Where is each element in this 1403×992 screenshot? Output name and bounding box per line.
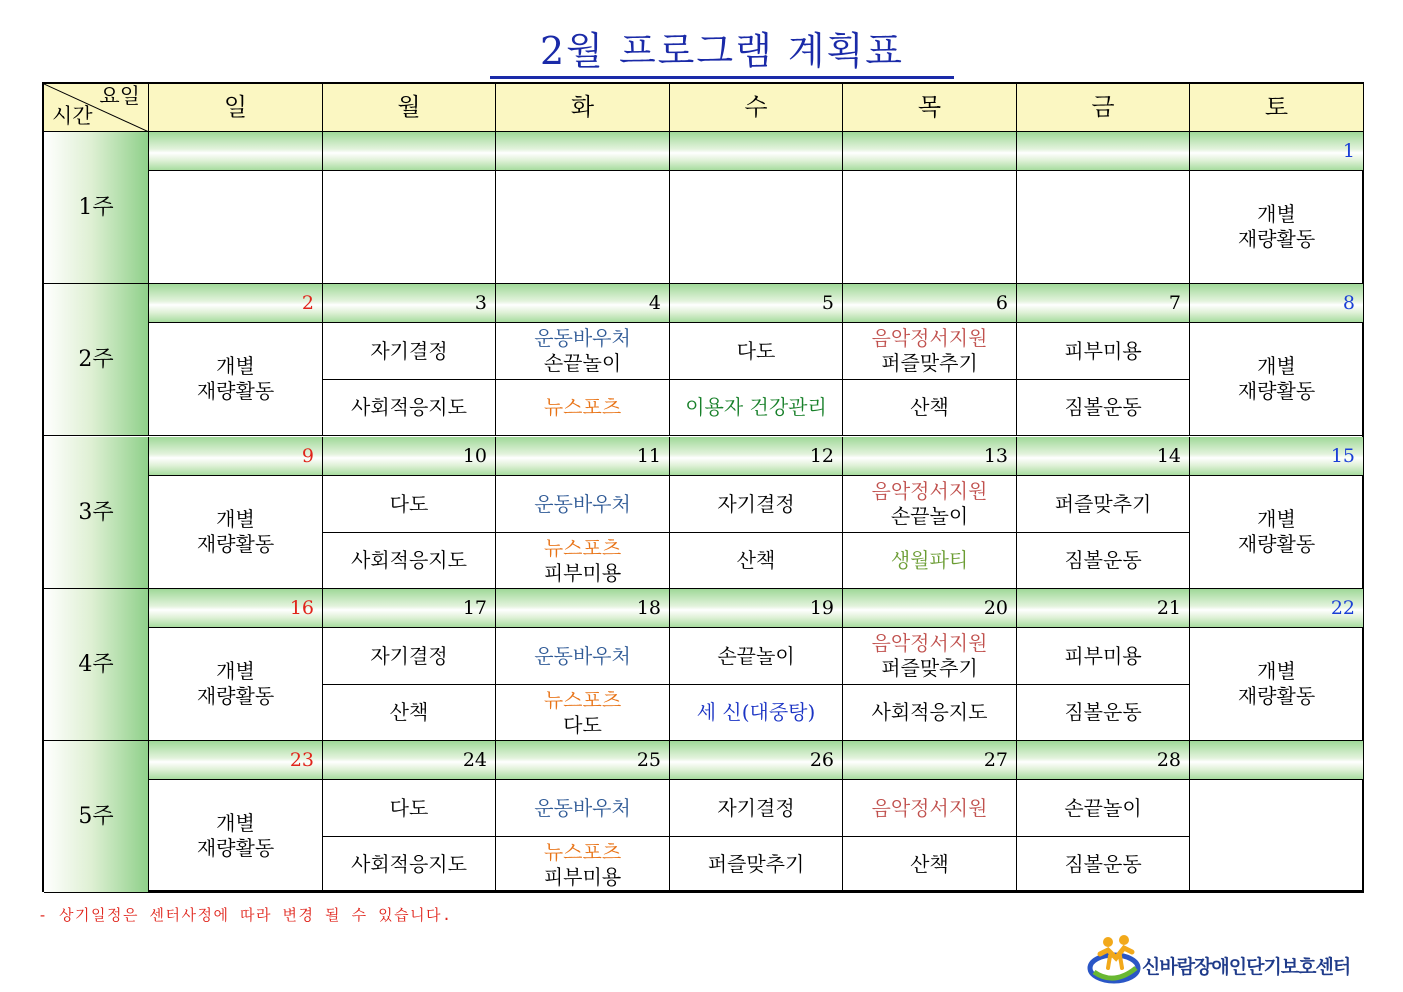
program-cell-line2: 손끝놀이 bbox=[890, 504, 969, 528]
date-cell: 1 bbox=[1190, 132, 1364, 171]
weekend-activity bbox=[149, 323, 323, 436]
page-title: 2월 프로그램 계획표 bbox=[490, 28, 954, 79]
program-cell bbox=[496, 533, 670, 589]
date-cell bbox=[1017, 132, 1190, 171]
weekend-activity-line1: 개별 bbox=[1257, 507, 1296, 531]
date-cell: 26 bbox=[670, 741, 843, 780]
weekend-activity-line1: 개별 bbox=[216, 659, 255, 683]
program-cell bbox=[843, 628, 1017, 685]
day-header-tue: 화 bbox=[496, 84, 670, 132]
week-label: 4주 bbox=[44, 589, 149, 741]
date-cell bbox=[670, 132, 843, 171]
week-label: 1주 bbox=[44, 132, 149, 284]
program-cell: 퍼즐맞추기 bbox=[1017, 476, 1190, 533]
weekend-activity-line1: 개별 bbox=[216, 354, 255, 378]
program-cell: 사회적응지도 bbox=[323, 837, 496, 893]
program-cell bbox=[843, 476, 1017, 533]
program-cell: 자기결정 bbox=[323, 323, 496, 380]
program-cell-line1: 음악정서지원 bbox=[871, 479, 988, 503]
program-cell: 다도 bbox=[323, 476, 496, 533]
date-cell: 24 bbox=[323, 741, 496, 780]
program-cell: 운동바우처 bbox=[496, 476, 670, 533]
weekend-activity bbox=[1190, 323, 1364, 436]
date-cell: 19 bbox=[670, 589, 843, 628]
weekend-activity bbox=[1190, 171, 1364, 284]
program-cell-line1: 음악정서지원 bbox=[871, 326, 988, 350]
program-cell: 짐볼운동 bbox=[1017, 380, 1190, 436]
date-cell: 8 bbox=[1190, 284, 1364, 323]
weekend-activity-line1: 개별 bbox=[216, 811, 255, 835]
weekend-activity bbox=[149, 628, 323, 741]
weekend-activity bbox=[149, 476, 323, 589]
date-cell bbox=[843, 132, 1017, 171]
day-header-thu: 목 bbox=[843, 84, 1017, 132]
date-cell: 5 bbox=[670, 284, 843, 323]
day-header-sun: 일 bbox=[149, 84, 323, 132]
date-cell: 4 bbox=[496, 284, 670, 323]
center-name: 신바람장애인단기보호센터 bbox=[1142, 956, 1351, 978]
program-cell-line2: 피부미용 bbox=[543, 560, 622, 585]
program-cell: 손끝놀이 bbox=[670, 628, 843, 685]
day-header-wed: 수 bbox=[670, 84, 843, 132]
date-cell: 25 bbox=[496, 741, 670, 780]
date-cell: 13 bbox=[843, 437, 1017, 476]
empty-cell bbox=[149, 171, 323, 284]
week-label: 2주 bbox=[44, 284, 149, 436]
program-cell-line2: 손끝놀이 bbox=[543, 351, 622, 375]
date-cell: 9 bbox=[149, 437, 323, 476]
program-cell: 사회적응지도 bbox=[323, 533, 496, 589]
program-cell: 짐볼운동 bbox=[1017, 533, 1190, 589]
weekend-activity bbox=[149, 780, 323, 893]
program-cell-line1: 뉴스포츠 bbox=[543, 687, 622, 712]
program-cell bbox=[496, 685, 670, 741]
program-cell: 자기결정 bbox=[323, 628, 496, 685]
schedule-table bbox=[42, 82, 1364, 892]
empty-cell bbox=[843, 171, 1017, 284]
program-cell: 운동바우처 bbox=[496, 628, 670, 685]
date-cell: 28 bbox=[1017, 741, 1190, 780]
weekend-activity-line2: 재량활동 bbox=[196, 684, 275, 708]
program-cell: 산책 bbox=[843, 837, 1017, 893]
program-cell-line1: 운동바우처 bbox=[534, 326, 631, 350]
program-cell: 사회적응지도 bbox=[843, 685, 1017, 741]
weekend-activity-line2: 재량활동 bbox=[1237, 227, 1316, 251]
program-cell: 짐볼운동 bbox=[1017, 685, 1190, 741]
date-cell: 15 bbox=[1190, 437, 1364, 476]
program-cell: 퍼즐맞추기 bbox=[670, 837, 843, 893]
date-cell: 12 bbox=[670, 437, 843, 476]
date-cell bbox=[1190, 741, 1364, 780]
date-cell: 27 bbox=[843, 741, 1017, 780]
date-cell: 23 bbox=[149, 741, 323, 780]
date-cell: 11 bbox=[496, 437, 670, 476]
program-cell: 생월파티 bbox=[843, 533, 1017, 589]
date-cell: 7 bbox=[1017, 284, 1190, 323]
weekend-activity-line1: 개별 bbox=[1257, 354, 1296, 378]
footnote: - 상기일정은 센터사정에 따라 변경 될 수 있습니다. bbox=[38, 906, 453, 924]
weekend-activity-line2: 재량활동 bbox=[1237, 684, 1316, 708]
weekend-activity bbox=[1190, 628, 1364, 741]
date-cell bbox=[496, 132, 670, 171]
weekend-activity-line1: 개별 bbox=[1257, 659, 1296, 683]
program-cell: 뉴스포츠 bbox=[496, 380, 670, 436]
program-cell: 피부미용 bbox=[1017, 323, 1190, 380]
program-cell-line2: 피부미용 bbox=[543, 864, 622, 889]
program-cell bbox=[843, 323, 1017, 380]
weekend-activity-line1: 개별 bbox=[216, 507, 255, 531]
weekend-activity-line2: 재량활동 bbox=[196, 379, 275, 403]
empty-cell bbox=[1190, 780, 1364, 893]
week-label: 5주 bbox=[44, 741, 149, 893]
weekend-activity-line2: 재량활동 bbox=[196, 836, 275, 860]
program-cell: 산책 bbox=[843, 380, 1017, 436]
weekend-activity-line1: 개별 bbox=[1257, 202, 1296, 226]
program-cell: 산책 bbox=[670, 533, 843, 589]
date-cell: 22 bbox=[1190, 589, 1364, 628]
empty-cell bbox=[670, 171, 843, 284]
weekend-activity bbox=[1190, 476, 1364, 589]
weekend-activity-line2: 재량활동 bbox=[1237, 379, 1316, 403]
empty-cell bbox=[323, 171, 496, 284]
program-cell: 음악정서지원 bbox=[843, 780, 1017, 837]
weekend-activity-line2: 재량활동 bbox=[196, 532, 275, 556]
program-cell: 다도 bbox=[323, 780, 496, 837]
empty-cell bbox=[496, 171, 670, 284]
program-cell: 사회적응지도 bbox=[323, 380, 496, 436]
date-cell bbox=[149, 132, 323, 171]
program-cell: 이용자 건강관리 bbox=[670, 380, 843, 436]
program-cell: 짐볼운동 bbox=[1017, 837, 1190, 893]
date-cell: 10 bbox=[323, 437, 496, 476]
date-cell: 16 bbox=[149, 589, 323, 628]
program-cell bbox=[496, 837, 670, 893]
date-cell bbox=[323, 132, 496, 171]
program-cell: 피부미용 bbox=[1017, 628, 1190, 685]
day-header-mon: 월 bbox=[323, 84, 496, 132]
corner-time-label: 시간 bbox=[52, 104, 93, 128]
weekend-activity-line2: 재량활동 bbox=[1237, 532, 1316, 556]
program-cell-line1: 음악정서지원 bbox=[871, 631, 988, 655]
day-header-fri: 금 bbox=[1017, 84, 1190, 132]
date-cell: 17 bbox=[323, 589, 496, 628]
program-cell: 운동바우처 bbox=[496, 780, 670, 837]
date-cell: 14 bbox=[1017, 437, 1190, 476]
program-cell: 자기결정 bbox=[670, 476, 843, 533]
date-cell: 6 bbox=[843, 284, 1017, 323]
date-cell: 20 bbox=[843, 589, 1017, 628]
program-cell: 손끝놀이 bbox=[1017, 780, 1190, 837]
program-cell: 다도 bbox=[670, 323, 843, 380]
corner-header bbox=[44, 84, 149, 132]
program-cell: 산책 bbox=[323, 685, 496, 741]
program-cell-line1: 뉴스포츠 bbox=[543, 535, 622, 560]
date-cell: 21 bbox=[1017, 589, 1190, 628]
date-cell: 3 bbox=[323, 284, 496, 323]
empty-cell bbox=[1017, 171, 1190, 284]
day-header-sat: 토 bbox=[1190, 84, 1364, 132]
date-cell: 18 bbox=[496, 589, 670, 628]
program-cell: 자기결정 bbox=[670, 780, 843, 837]
program-cell-line2: 다도 bbox=[563, 712, 602, 737]
corner-day-label: 요일 bbox=[99, 84, 140, 108]
program-cell: 세 신(대중탕) bbox=[670, 685, 843, 741]
week-label: 3주 bbox=[44, 437, 149, 589]
program-cell-line1: 뉴스포츠 bbox=[543, 839, 622, 864]
program-cell-line2: 퍼즐맞추기 bbox=[881, 351, 978, 375]
program-cell-line2: 퍼즐맞추기 bbox=[881, 656, 978, 680]
date-cell: 2 bbox=[149, 284, 323, 323]
program-cell bbox=[496, 323, 670, 380]
